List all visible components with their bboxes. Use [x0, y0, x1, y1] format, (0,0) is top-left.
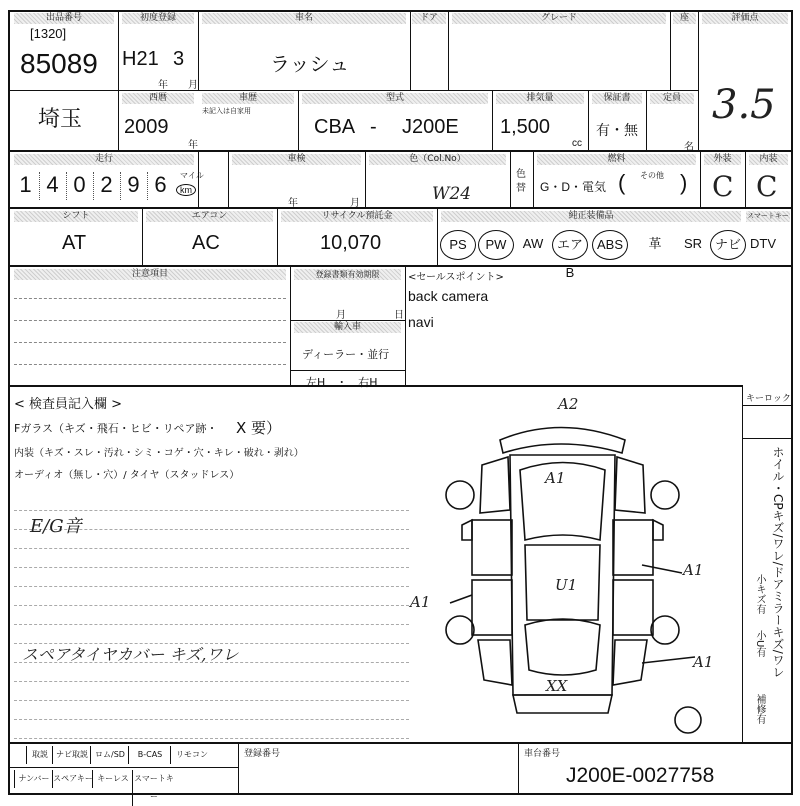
- reg-month: 月: [336, 310, 346, 321]
- wheel-rear-left: [446, 616, 474, 644]
- accessory-item: キーレス: [92, 770, 133, 788]
- capacity-label: 定員: [650, 93, 694, 104]
- shift: AT: [62, 232, 87, 254]
- inspector-line-1-mark: X 要）: [236, 419, 282, 437]
- lot-label: 出品番号: [14, 13, 114, 24]
- mileage-label: 走行: [14, 154, 194, 165]
- accessory-item: ナビ取説: [52, 746, 91, 764]
- door-label: ドア: [412, 13, 446, 24]
- chassis-label: 車台番号: [524, 749, 561, 759]
- col-divider: [646, 90, 647, 150]
- fuel: G・D・電気: [540, 180, 607, 194]
- type-dash: -: [370, 116, 377, 138]
- frame-right: [791, 10, 793, 795]
- fender-front-right: [615, 457, 645, 513]
- col-divider: [698, 10, 699, 150]
- interior-grade: C: [756, 170, 778, 203]
- rear-bumper: [513, 695, 612, 713]
- ruled-line: [14, 320, 286, 321]
- door-rear-right: [613, 580, 653, 635]
- mileage-digit: 0: [66, 172, 94, 200]
- accessory-item: ナンバー: [14, 770, 53, 788]
- accessory-item: B-CAS: [128, 746, 171, 764]
- col-divider: [448, 10, 449, 90]
- col-divider: [298, 90, 299, 150]
- ruled-line: [14, 364, 286, 365]
- equipment-item: エアB: [552, 230, 588, 260]
- row-divider: [8, 150, 792, 152]
- exterior-label: 外装: [704, 154, 741, 165]
- car-damage-diagram: [400, 395, 740, 740]
- handwritten-note-2: スペアタイヤカバー キズ,ワレ: [22, 645, 239, 664]
- interior-label: 内装: [749, 154, 788, 165]
- col-divider: [492, 90, 493, 150]
- side-note-small-2: 小U有: [754, 630, 765, 658]
- extra-label: 座: [673, 13, 696, 24]
- ruled-line: [14, 738, 409, 739]
- col-divider: [742, 387, 743, 742]
- exterior-grade: C: [712, 170, 734, 203]
- fuel-paren-close: ): [680, 170, 688, 195]
- col-divider: [238, 744, 239, 793]
- type-code: J200E: [402, 116, 459, 138]
- capacity-unit: 名: [684, 142, 694, 153]
- first-reg-month: 3: [173, 48, 185, 70]
- ruled-line: [14, 298, 286, 299]
- mileage-digit: 9: [120, 172, 148, 200]
- row-divider: [8, 90, 698, 91]
- ruled-line: [14, 719, 409, 720]
- door-rear-left: [472, 580, 512, 635]
- accessory-item: ロム/SD: [90, 746, 129, 764]
- prefecture: 埼玉: [38, 106, 83, 131]
- repaint-label: 色替: [516, 169, 526, 194]
- warranty: 有・無: [596, 122, 638, 138]
- row-divider: [10, 767, 238, 768]
- row-divider: [290, 320, 405, 321]
- equipment-item: ABS: [592, 230, 628, 260]
- mile-label: マイル: [180, 171, 204, 180]
- ruled-line: [14, 510, 409, 511]
- ac: AC: [192, 232, 220, 254]
- accessory-item: スマートキー: [132, 770, 175, 806]
- mileage-digit: 4: [39, 172, 67, 200]
- col-divider: [365, 152, 366, 207]
- shaken-year: 年: [288, 198, 298, 209]
- reg-day: 日: [394, 310, 404, 321]
- front-bumper: [500, 428, 625, 454]
- fuel-label: 燃料: [537, 154, 696, 165]
- fender-rear-right: [613, 640, 647, 685]
- mark-front-bumper: A2: [558, 395, 579, 413]
- ruled-line: [14, 567, 409, 568]
- mileage-digit: 1: [12, 172, 40, 200]
- footer-accessory-grid: [10, 744, 238, 801]
- fuel-other: その他: [640, 171, 664, 180]
- handle-side: 左H ・ 右H: [306, 376, 378, 389]
- equipment-list: [440, 228, 790, 280]
- side-note-repair: 補修有: [754, 694, 765, 724]
- row-divider: [290, 370, 405, 371]
- shift-label: シフト: [14, 211, 138, 222]
- mileage-digit: 6: [154, 172, 167, 197]
- lot-number: 85089: [20, 48, 98, 79]
- month-unit: 月: [188, 80, 198, 91]
- mark-hood: A1: [545, 469, 566, 487]
- row-divider: [742, 405, 792, 406]
- col-divider: [277, 209, 278, 265]
- col-divider: [437, 209, 438, 265]
- reg-doc-label: 登録書類有効期限: [294, 269, 401, 280]
- accessory-item: リモコン: [170, 746, 213, 764]
- col-divider: [142, 209, 143, 265]
- side-note: ホイル・CPキズ/ワレ/ドアミラーキズ/ワレ: [771, 446, 785, 678]
- name-label: 車名: [202, 13, 406, 24]
- wheel-front-right: [651, 481, 679, 509]
- accessory-item: スペアキー: [52, 770, 93, 788]
- ruled-line: [14, 624, 409, 625]
- equipment-label: 純正装備品: [441, 211, 741, 222]
- first-reg-label: 初度登録: [122, 13, 194, 24]
- smart-key-label: スマートキー: [747, 212, 789, 220]
- mark-left-door: A1: [410, 593, 431, 611]
- spare-tire: [675, 707, 701, 733]
- equipment-item: SR: [683, 236, 703, 251]
- model-year-unit: 年: [188, 140, 198, 151]
- mark-roof: U1: [555, 576, 578, 594]
- equipment-item: PW: [478, 230, 514, 260]
- chassis-number: J200E-0027758: [566, 764, 715, 787]
- import-label: 輸入車: [294, 322, 401, 333]
- warranty-label: 保証書: [592, 93, 642, 104]
- ruled-line: [14, 681, 409, 682]
- col-divider: [700, 152, 701, 207]
- equipment-item: DTV: [750, 236, 776, 251]
- equipment-item: AW: [522, 236, 544, 251]
- ruled-line: [14, 586, 409, 587]
- km-label: km: [176, 184, 196, 196]
- sales-point-2: navi: [408, 314, 434, 330]
- row-divider: [742, 438, 792, 439]
- side-note-small-1: 小キズ有: [754, 574, 765, 614]
- equipment-item: PS: [440, 230, 476, 260]
- equipment-item: 革: [648, 236, 662, 251]
- model-year: 2009: [124, 116, 169, 138]
- caution-label: 注意項目: [14, 269, 286, 280]
- recycle-fee: 10,070: [320, 232, 382, 254]
- wheel-front-left: [446, 481, 474, 509]
- fender-front-left: [480, 457, 510, 513]
- displacement: 1,500: [500, 116, 551, 138]
- ruled-line: [14, 700, 409, 701]
- col-divider: [670, 10, 671, 90]
- inspector-line-1: Fガラス（キズ・飛石・ヒビ・リペア跡・: [14, 422, 218, 435]
- type-label: 型式: [302, 93, 488, 104]
- reg-number-label: 登録番号: [244, 749, 281, 759]
- rating: 3.5: [712, 82, 776, 128]
- lot-tag: [1320]: [30, 26, 67, 41]
- fuel-paren-open: (: [618, 170, 626, 195]
- grade-label: グレード: [452, 13, 666, 24]
- row-divider: [8, 265, 792, 267]
- mark-rear-right: A1: [693, 653, 714, 671]
- condition-label: 評価点: [702, 13, 788, 24]
- frame-left: [8, 10, 10, 795]
- col-divider: [518, 744, 519, 793]
- wheel-rear-right: [651, 616, 679, 644]
- shaken-month: 月: [350, 198, 360, 209]
- history-label: 車歴: [202, 93, 294, 104]
- col-divider: [410, 10, 411, 90]
- inspector-line-2: 内装（キズ・スレ・汚れ・シミ・コゲ・穴・キレ・破れ・剥れ）: [14, 448, 304, 459]
- equipment-item: ナビ: [710, 230, 746, 260]
- mirror-left: [462, 520, 472, 540]
- col-divider: [290, 267, 291, 385]
- sales-point-1: back camera: [408, 288, 489, 304]
- sales-point-label: <セールスポイント>: [408, 272, 504, 283]
- handwritten-note-1: E/G音: [30, 516, 82, 537]
- inspector-title: < 検査員記入欄 >: [14, 397, 123, 412]
- door-front-left: [472, 520, 512, 575]
- col-divider: [745, 152, 746, 207]
- year-unit: 年: [158, 80, 168, 91]
- model-year-label: 西暦: [122, 93, 194, 104]
- color-label: 色（Col.No）: [369, 154, 506, 165]
- mirror-right: [653, 520, 663, 540]
- col-divider: [510, 152, 511, 207]
- recycle-label: リサイクル預託金: [281, 211, 433, 222]
- displacement-label: 排気量: [496, 93, 584, 104]
- frame-bottom: [8, 793, 792, 795]
- row-divider: [8, 207, 792, 209]
- col-divider: [198, 10, 199, 90]
- history-note: 未記入は自家用: [202, 108, 251, 115]
- era-year: H21: [122, 48, 159, 70]
- accessory-item: 取説: [26, 746, 53, 764]
- color-code: W24: [432, 184, 472, 204]
- key-lock-label: キーロック: [746, 394, 791, 404]
- ac-label: エアコン: [146, 211, 273, 222]
- cc-unit: cc: [572, 138, 582, 149]
- fender-rear-left: [478, 640, 512, 685]
- shaken-label: 車検: [232, 154, 361, 165]
- inspector-line-3: オーディオ（無し・穴）/ タイヤ（スタッドレス）: [14, 470, 240, 481]
- import-type: ディーラー・並行: [302, 348, 390, 361]
- col-divider: [588, 90, 589, 150]
- ruled-line: [14, 342, 286, 343]
- mark-right-door: A1: [683, 561, 704, 579]
- col-divider: [118, 10, 119, 150]
- col-divider: [405, 267, 406, 385]
- mark-rear-bumper: XX: [546, 677, 568, 695]
- col-divider: [533, 152, 534, 207]
- col-divider: [228, 152, 229, 207]
- mileage-digit: 2: [93, 172, 121, 200]
- ruled-line: [14, 548, 409, 549]
- type-prefix: CBA: [314, 116, 356, 138]
- car-name: ラッシュ: [270, 54, 350, 76]
- ruled-line: [14, 605, 409, 606]
- rear-glass: [525, 619, 600, 675]
- frame-top: [8, 10, 792, 12]
